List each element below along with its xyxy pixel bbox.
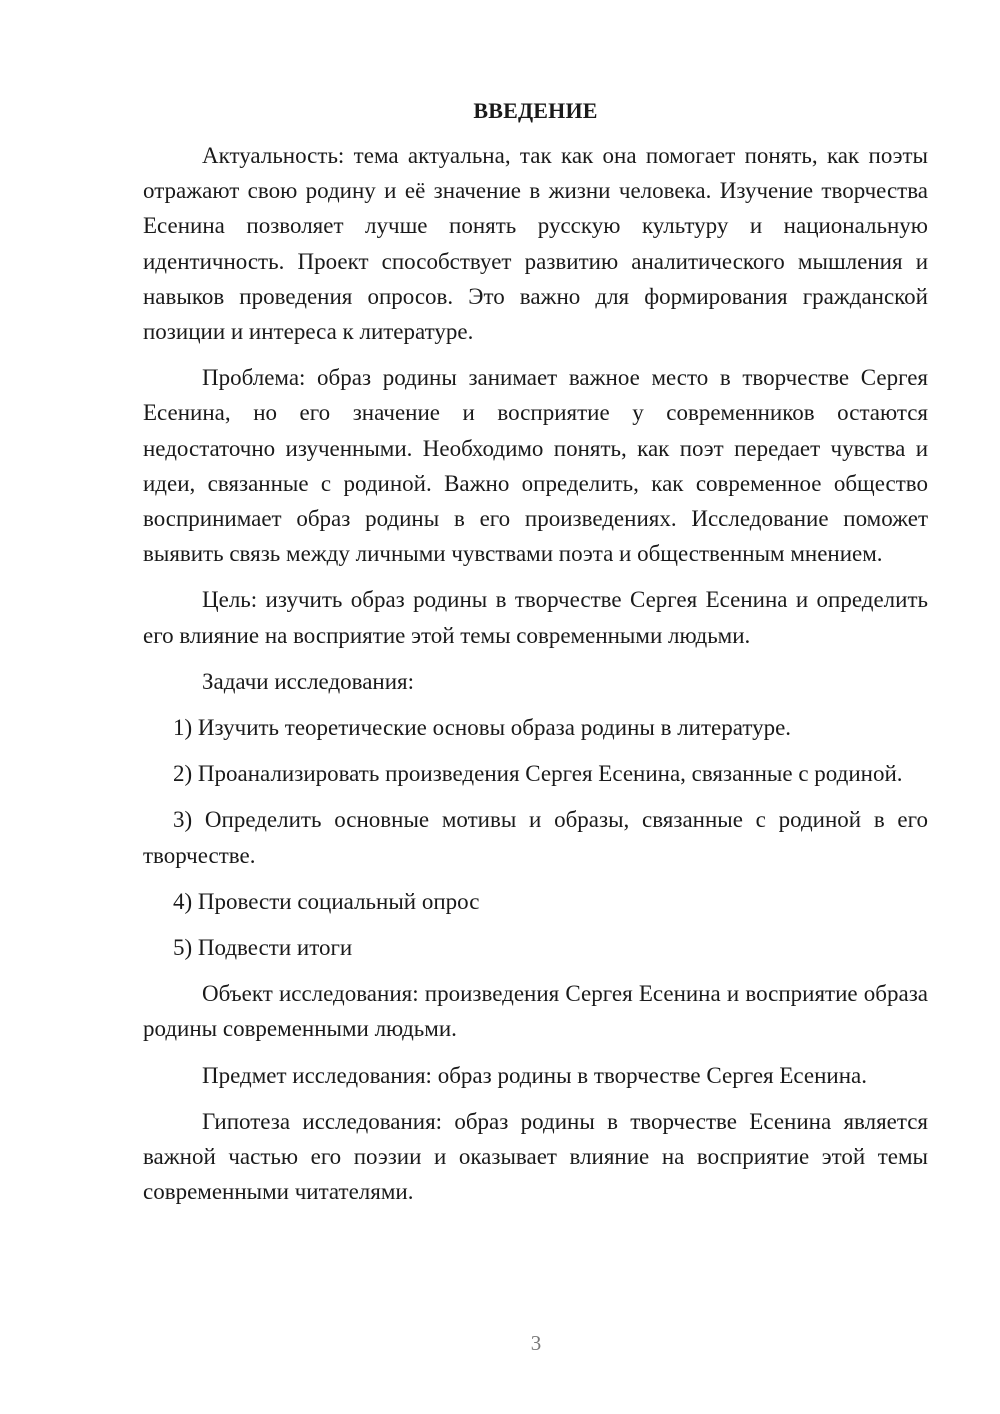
page-content: [143, 96, 928, 1220]
task-item-5: 5) Подвести итоги: [173, 935, 353, 961]
page-number: 3: [530, 1331, 542, 1355]
task-item-1: 1) Изучить теоретические основы образа родины в литературе.: [173, 715, 792, 741]
task-item-3: 3) Определить основные мотивы и образы, связанные с родиной в его творчестве.: [143, 807, 928, 868]
paragraph-tasks-heading: Задачи исследования:: [202, 668, 415, 694]
paragraph-subject: Предмет исследования: образ родины в творчестве Сергея Есенина.: [202, 1062, 868, 1088]
paragraph-relevance: Актуальность: тема актуальна, так как она помогает понять, как поэты отражают свою родину и её значение в жизни человека. Изучение творчества Есенина позволяет лучше понять русскую культуру и национальную идентичность. Проект способствует развитию аналитического мышления и навыков проведения опросов. Это важно для формирования гражданской позиции и интереса к литературе.: [143, 143, 928, 345]
section-title: ВВЕДЕНИЕ: [473, 98, 598, 123]
task-item-2: 2) Проанализировать произведения Сергея Есенина, связанные с родиной.: [173, 761, 903, 787]
task-item-4: 4) Провести социальный опрос: [173, 888, 480, 914]
paragraph-object: Объект исследования: произведения Сергея Есенина и восприятие образа родины современными людьми.: [143, 981, 928, 1042]
paragraph-problem: Проблема: образ родины занимает важное место в творчестве Сергея Есенина, но его значение и восприятие у современников остаются недостаточно изученными. Необходимо понять, как поэт передает чувства и идеи, связанные с родиной. Важно определить, как современное общество воспринимает образ родины в его произведениях. Исследование поможет выявить связь между личными чувствами поэта и общественным мнением.: [143, 365, 928, 567]
paragraph-hypothesis: Гипотеза исследования: образ родины в творчестве Есенина является важной частью его поэзии и оказывает влияние на восприятие этой темы современными читателями.: [143, 1108, 928, 1205]
paragraph-goal: Цель: изучить образ родины в творчестве Сергея Есенина и определить его влияние на восприятие этой темы современными людьми.: [143, 587, 928, 648]
